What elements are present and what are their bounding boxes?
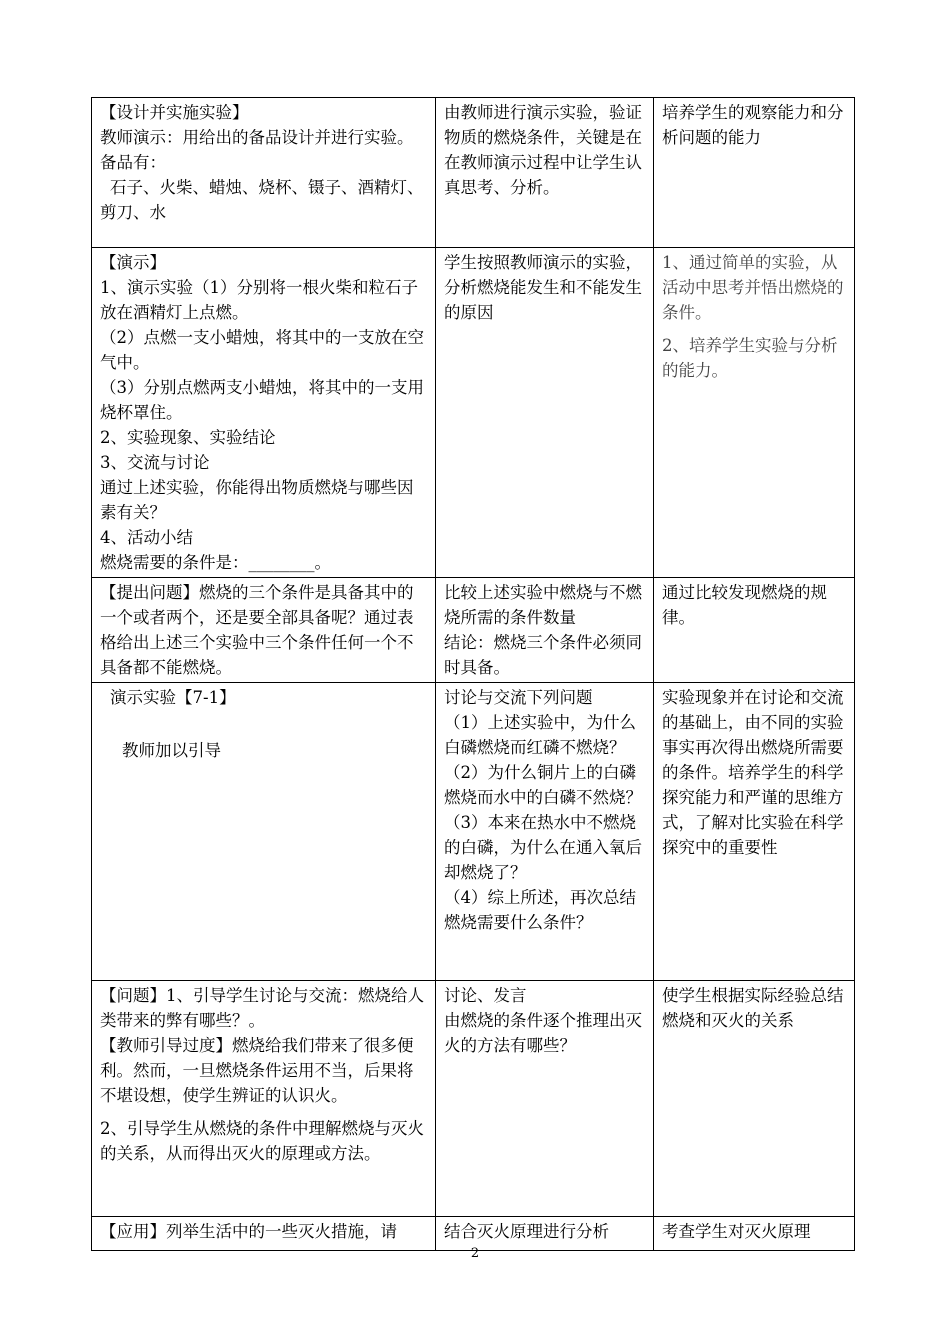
cell-text: （3）本来在热水中不燃烧的白磷，为什么在通入氧后却燃烧了？ — [444, 813, 642, 882]
design-intent-cell — [654, 98, 855, 248]
cell-text: （3）分别点燃两支小蜡烛，将其中的一支用烧杯罩住。 — [100, 378, 424, 422]
teacher-activity-cell — [92, 683, 436, 981]
teacher-activity-cell — [92, 981, 436, 1217]
cell-text: 教师演示：用给出的备品设计并进行实验。备品有： — [100, 128, 414, 172]
design-intent-cell — [654, 248, 855, 578]
cell-text: 结论：燃烧三个条件必须同时具备。 — [444, 633, 642, 677]
cell-text: 【演示】 — [100, 253, 166, 272]
table-row — [92, 248, 855, 578]
cell-text: 通过上述实验，你能得出物质燃烧与哪些因素有关？ — [100, 478, 414, 522]
cell-text: 实验现象并在讨论和交流的基础上，由不同的实验事实再次得出燃烧所需要的条件。培养学生的科学探究能力和严谨的思维方式，了解对比实验在科学探究中的重要性 — [662, 688, 844, 857]
teacher-activity-cell — [92, 98, 436, 248]
teacher-activity-cell — [92, 578, 436, 683]
cell-text: 学生按照教师演示的实验，分析燃烧能发生和不能发生的原因 — [444, 253, 642, 322]
cell-text: 演示实验【7-1】 — [110, 688, 236, 707]
student-activity-cell — [436, 683, 654, 981]
table-row — [92, 981, 855, 1217]
cell-text: 1、通过简单的实验，从活动中思考并悟出燃烧的条件。 — [662, 253, 844, 322]
cell-text: 石子、火柴、蜡烛、烧杯、镊子、酒精灯、剪刀、水 — [100, 178, 424, 222]
cell-text: 使学生根据实际经验总结燃烧和灭火的关系 — [662, 986, 844, 1030]
cell-text: （2）为什么铜片上的白磷燃烧而水中的白磷不然烧？ — [444, 763, 642, 807]
table-row — [92, 683, 855, 981]
table-row — [92, 578, 855, 683]
cell-text: 由教师进行演示实验，验证物质的燃烧条件，关键是在在教师演示过程中让学生认真思考、分析。 — [444, 103, 642, 197]
cell-text: 通过比较发现燃烧的规律。 — [662, 583, 827, 627]
student-activity-cell — [436, 578, 654, 683]
design-intent-cell — [654, 683, 855, 981]
design-intent-cell — [654, 578, 855, 683]
cell-text: 讨论、发言 — [444, 986, 527, 1005]
cell-text: 燃烧需要的条件是：________。 — [100, 553, 331, 572]
student-activity-cell — [436, 248, 654, 578]
cell-text: 【教师引导过度】燃烧给我们带来了很多便利。然而，一旦燃烧条件运用不当，后果将不堪设想，使学生辨证的认识火。 — [100, 1036, 414, 1105]
cell-text: 【提出问题】燃烧的三个条件是具备其中的一个或者两个，还是要全部具备呢？通过表格给出上述三个实验中三个条件任何一个不具备都不能燃烧。 — [100, 583, 414, 677]
cell-text: 【问题】1、引导学生讨论与交流：燃烧给人类带来的弊有哪些？。 — [100, 986, 424, 1030]
cell-text: 教师加以引导 — [122, 741, 221, 760]
cell-text: 由燃烧的条件逐个推理出灭火的方法有哪些？ — [444, 1011, 642, 1055]
cell-text: 2、引导学生从燃烧的条件中理解燃烧与灭火的关系，从而得出灭火的原理或方法。 — [100, 1119, 424, 1163]
cell-text: 3、交流与讨论 — [100, 453, 210, 472]
cell-text: 培养学生的观察能力和分析问题的能力 — [662, 103, 844, 147]
cell-text: 【应用】列举生活中的一些灭火措施，请 — [100, 1222, 397, 1241]
cell-text: （4）综上所述，再次总结燃烧需要什么条件？ — [444, 888, 636, 932]
cell-text: 2、培养学生实验与分析的能力。 — [662, 336, 838, 380]
table-row — [92, 98, 855, 248]
page-number: 2 — [470, 1246, 480, 1261]
cell-text: 4、活动小结 — [100, 528, 193, 547]
cell-text: 讨论与交流下列问题 — [444, 688, 593, 707]
cell-text: 2、实验现象、实验结论 — [100, 428, 276, 447]
lesson-plan-table — [91, 97, 855, 1251]
design-intent-cell — [654, 981, 855, 1217]
cell-text: （2）点燃一支小蜡烛，将其中的一支放在空气中。 — [100, 328, 424, 372]
cell-text: 考查学生对灭火原理 — [662, 1222, 811, 1241]
teacher-activity-cell — [92, 248, 436, 578]
cell-text: 1、演示实验（1）分别将一根火柴和粒石子放在酒精灯上点燃。 — [100, 278, 418, 322]
student-activity-cell — [436, 981, 654, 1217]
cell-text: 【设计并实施实验】 — [100, 103, 249, 122]
cell-text: 比较上述实验中燃烧与不燃烧所需的条件数量 — [444, 583, 642, 627]
student-activity-cell — [436, 98, 654, 248]
cell-text: 结合灭火原理进行分析 — [444, 1222, 609, 1241]
cell-text: （1）上述实验中，为什么白磷燃烧而红磷不燃烧？ — [444, 713, 636, 757]
